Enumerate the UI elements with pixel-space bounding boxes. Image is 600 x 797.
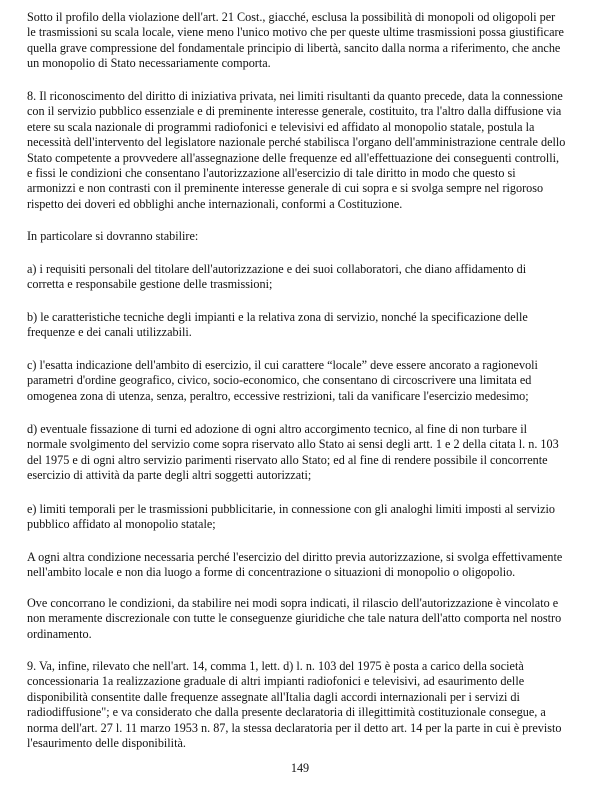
text-line: armonizzi e non contrasti con il preminente interesse generale di cui sopra e si svolga sempre nel rigoroso — [27, 181, 544, 196]
text-line: non meramente discrezionale con tutte le conseguenze giuridiche che tale natura dell'atto comporta nel nostro — [27, 611, 562, 626]
paragraph-9 — [27, 550, 587, 581]
text-line: norma dell'art. 27 l. 11 marzo 1953 n. 87, la stessa declaratoria per il detto art. 14 per la parte in cui è previsto — [27, 720, 562, 735]
text-line: l'esaurimento delle disponibilità. — [27, 736, 186, 751]
text-line: un monopolio di Stato necessariamente comporta. — [27, 56, 271, 71]
text-line: 8. Il riconoscimento del diritto di iniziativa privata, nei limiti risultanti da quanto precede, data la connessione — [27, 89, 563, 103]
text-line: concessionaria 1a realizzazione graduale di altri impianti radiofonici e televisivi, ad esaurimento delle — [27, 674, 525, 689]
text-line: frequenze e dei canali utilizzabili. — [27, 325, 192, 340]
text-line: nell'ambito locale e non dia luogo a forme di concentrazione o situazioni di monopolio o oligopolio. — [27, 565, 516, 580]
paragraph-11 — [27, 659, 587, 751]
paragraph-7 — [27, 422, 587, 484]
text-line: con il servizio pubblico essenziale e di preminente interesse generale, costituito, tra l'altro dalla diffusione via — [27, 104, 562, 119]
text-line: e fissi le condizioni che consentano l'autorizzazione all'esercizio di tale diritto in modo che questo si — [27, 166, 516, 181]
text-line: c) l'esatta indicazione dell'ambito di esercizio, il cui carattere “locale” deve essere ancorato a ragionevoli — [27, 358, 538, 372]
text-line: ordinamento. — [27, 626, 92, 641]
text-line: corretta e responsabile gestione delle trasmissioni; — [27, 277, 273, 292]
paragraph-2 — [27, 89, 587, 212]
text-line: disponibilità consentite dalle frequenze assegnate all'Italia dagli accordi internazionali per i servizi di — [27, 689, 520, 704]
text-line: b) le caratteristiche tecniche degli impianti e la relativa zona di servizio, nonché la specificazione delle — [27, 310, 528, 324]
text-line: d) eventuale fissazione di turni ed adozione di ogni altro accorgimento tecnico, al fine di non turbare il — [27, 422, 527, 436]
text-line: e) limiti temporali per le trasmissioni pubblicitarie, in connessione con gli analoghi limiti imposti al servizio — [27, 502, 556, 516]
paragraph-1 — [27, 10, 587, 72]
text-line: parametri d'ordine geografico, civico, socio-economico, che consentano di circoscrivere una limitata ed — [27, 373, 532, 388]
text-line: radiodiffusione"; e va considerato che dalla presente declaratoria di illegittimità costituzionale consegue, a — [27, 705, 546, 720]
text-line: del 1975 e di ogni altro servizio parimenti riservato allo Stato; ed al fine di rendere possibile il concorrente — [27, 452, 548, 467]
paragraph-4 — [27, 262, 587, 293]
paragraph-5 — [27, 310, 587, 341]
paragraph-10 — [27, 596, 587, 642]
page-number: 149 — [290, 761, 310, 775]
text-line: rispetto dei doveri ed obblighi anche internazionali, conformi a Costituzione. — [27, 196, 403, 211]
text-line: pubblico affidato al monopolio statale; — [27, 517, 216, 532]
text-line: necessità dell'intervento del legislatore nazionale perché stabilisca l'organo dell'amministrazione centrale dello — [27, 135, 566, 150]
text-line: A ogni altra condizione necessaria perché l'esercizio del diritto previa autorizzazione, si svolga effettivamente — [27, 550, 563, 564]
text-line: Stato competente a provvedere all'assegnazione delle frequenze ed all'effettuazione dei conseguenti controlli, — [27, 150, 560, 165]
text-line: a) i requisiti personali del titolare dell'autorizzazione e dei suoi collaboratori, che diano affidamento di — [27, 262, 527, 276]
text-line: 9. Va, infine, rilevato che nell'art. 14, comma 1, lett. d) l. n. 103 del 1975 è posta a carico della società — [27, 659, 524, 673]
text-line: Ove concorrano le condizioni, da stabilire nei modi sopra indicati, il rilascio dell'autorizzazione è vincolato e — [27, 596, 559, 610]
text-line: quella grave compressione del fondamentale principio di libertà, sancito dalla norma a riferimento, che anche — [27, 40, 561, 55]
text-line: etere su scala nazionale di programmi radiofonici e televisivi ed affidato al monopolio statale, postula la — [27, 119, 535, 134]
text-line: normale svolgimento del servizio come sopra riservato allo Stato ai sensi degli artt. 1 e 2 della citata l. n. 103 — [27, 437, 559, 452]
text-line: In particolare si dovranno stabilire: — [27, 229, 199, 243]
text-line: Sotto il profilo della violazione dell'art. 21 Cost., giacché, esclusa la possibilità di monopoli od oligopoli per — [27, 10, 556, 24]
text-line: le trasmissioni su scala locale, viene meno l'unico motivo che per queste ultime trasmissioni possa giustificare — [27, 25, 564, 40]
paragraph-8 — [27, 502, 587, 533]
text-line: omogenea zona di utenza, senza, peraltro, eccessive restrizioni, tali da vanificare l'esercizio medesimo; — [27, 388, 529, 403]
paragraph-6 — [27, 358, 587, 404]
paragraph-3 — [27, 229, 587, 244]
text-line: esercizio di attività da parte degli altri soggetti autorizzati; — [27, 468, 312, 483]
